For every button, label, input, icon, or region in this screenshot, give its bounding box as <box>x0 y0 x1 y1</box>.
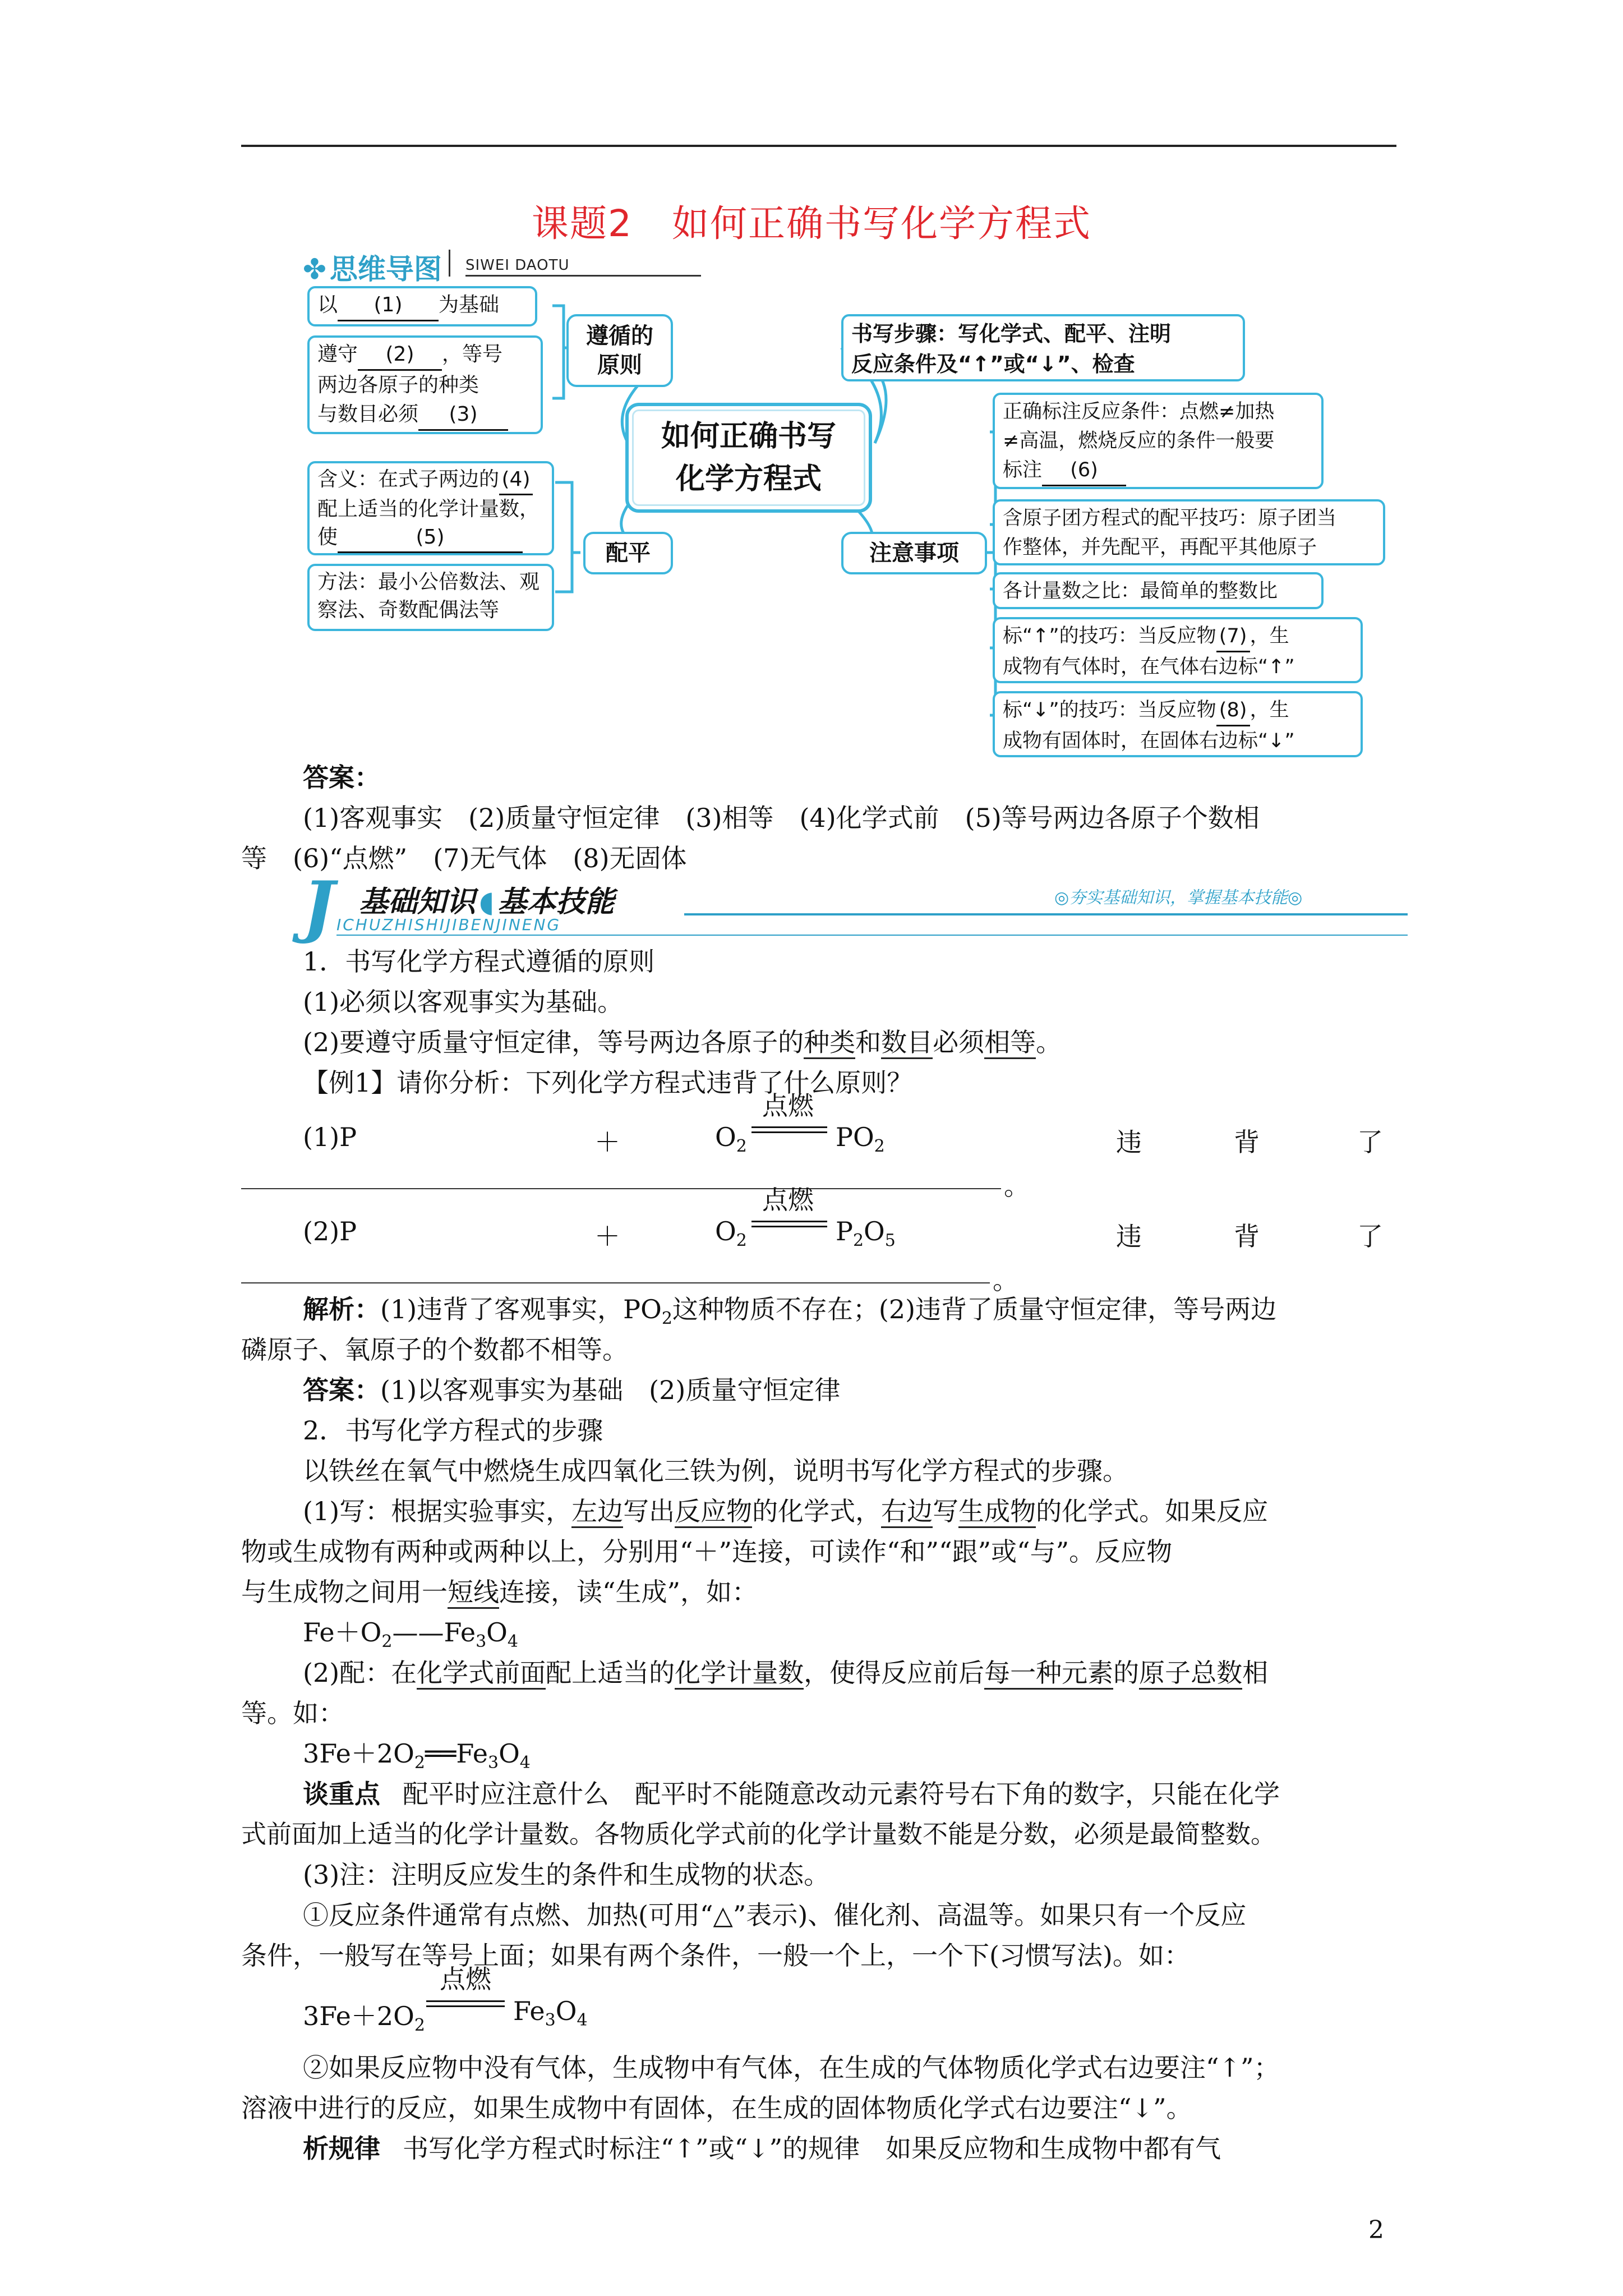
eq2-word-3: 了 <box>1357 1221 1383 1251</box>
eq2-end: 。 <box>993 1265 1018 1295</box>
step-write-3: 与生成物之间用一短线连接，读“生成”，如： <box>241 1572 1396 1612</box>
eq1-end: 。 <box>1004 1171 1030 1201</box>
note-box-3: 各计量数之比：最简单的整数比 <box>993 572 1324 609</box>
eq2-condition: 点燃 <box>762 1185 814 1215</box>
blank-2: (2) <box>358 340 442 371</box>
eq2-answer-line[interactable] <box>241 1282 990 1283</box>
banner-letter: J <box>303 867 335 946</box>
note-box-5: 标“↓”的技巧：当反应物 (8) ，生 成物有固体时，在固体右边标“↓” <box>993 691 1363 757</box>
condition-line-2: 条件，一般写在等号上面；如果有两个条件，一般一个上，一个下(习惯写法)。如： <box>241 1940 1190 1971</box>
step-balance-2: 等。如： <box>241 1698 344 1728</box>
banner-rule-thin <box>336 935 1408 936</box>
lesson-number: 课题2 <box>532 202 633 245</box>
blank-1: (1) <box>338 291 439 321</box>
condition-line-1: ①反应条件通常有点燃、加热(可用“△”表示)、催化剂、高温等。如果只有一个反应 <box>303 1900 1247 1930</box>
step-write-1: (1)写：根据实验事实，左边写出反应物的化学式，右边写生成物的化学式。如果反应 <box>303 1491 1396 1531</box>
node-notes: 注意事项 <box>841 532 987 574</box>
eq2-plus: ＋ <box>594 1221 620 1251</box>
section-2-intro: 以铁丝在氧气中燃烧生成四氧化三铁为例，说明书写化学方程式的步骤。 <box>303 1456 1128 1486</box>
eq2-oxygen: $O_2$ <box>715 1216 747 1251</box>
rule-line: 析规律 书写化学方程式时标注“↑”或“↓”的规律 如果反应物和生成物中都有气 <box>303 2133 1221 2164</box>
node-balance: 配平 <box>583 532 673 574</box>
step-balance-1: (2)配：在化学式前面配上适当的化学计量数，使得反应前后每一种元素的原子总数相 <box>303 1653 1396 1693</box>
blank-5: (5) <box>338 523 523 553</box>
banner-tagline: ◎夯实基础知识，掌握基本技能◎ <box>1054 888 1303 908</box>
step-write-2: 物或生成物有两种或两种以上，分别用“＋”连接，可读作“和”“跟”或“与”。反应物 <box>241 1536 1173 1567</box>
eq1-word-1: 违 <box>1116 1127 1142 1157</box>
mindmap-header: ✤ 思维导图 <box>303 253 442 286</box>
answers-label: 答案： <box>303 762 380 793</box>
section-2-heading: 2．书写化学方程式的步骤 <box>303 1415 603 1446</box>
eq5-equals <box>426 2000 505 2007</box>
mindmap-header-sub: SIWEI DAOTU <box>465 257 570 274</box>
example-1: 【例1】请你分析：下列化学方程式违背了什么原则？ <box>303 1068 913 1098</box>
node-principle: 遵循的 原则 <box>566 314 673 387</box>
state-line-2: 溶液中进行的反应，如果生成物中有固体，在生成的固体物质化学式右边要注“↓”。 <box>241 2093 1192 2123</box>
mindmap-connectors <box>0 0 1623 785</box>
eq2-equals <box>751 1221 827 1227</box>
eq1-label: (1)P <box>303 1122 357 1152</box>
focus-line-1: 谈重点 配平时应注意什么 配平时不能随意改动元素符号右下角的数字，只能在化学 <box>303 1779 1280 1809</box>
analysis-line-2: 磷原子、氧原子的个数都不相等。 <box>241 1335 628 1365</box>
eq1-answer-line[interactable] <box>241 1188 1001 1189</box>
equation-balanced: $3Fe+2O_2══Fe_3O_4$ <box>303 1738 531 1773</box>
eq5-product: $Fe_3O_4$ <box>513 1996 588 2031</box>
blank-7: (7) <box>1216 622 1250 652</box>
blank-3: (3) <box>418 400 508 431</box>
state-line-1: ②如果反应物中没有气体，生成物中有气体，在生成的气体物质化学式右边要注“↑”； <box>303 2053 1280 2083</box>
blank-4: (4) <box>499 466 533 495</box>
blank-8: (8) <box>1216 696 1250 726</box>
eq1-plus: ＋ <box>594 1127 620 1157</box>
analysis-line-1: 解析：(1)违背了客观事实，$PO_2$这种物质不存在；(2)违背了质量守恒定律，等号两边 <box>303 1294 1277 1329</box>
section-1-b: (2)要遵守质量守恒定律，等号两边各原子的种类和数目必须相等。 <box>303 1022 1458 1062</box>
eq2-word-2: 背 <box>1234 1221 1260 1251</box>
step-note: (3)注：注明反应发生的条件和生成物的状态。 <box>303 1860 830 1890</box>
eq1-oxygen: $O_2$ <box>715 1122 747 1157</box>
balance-box-2: 方法：最小公倍数法、观 察法、奇数配偶法等 <box>307 564 554 631</box>
example-answer: 答案：(1)以客观事实为基础 (2)质量守恒定律 <box>303 1375 841 1405</box>
note-box-1: 正确标注反应条件：点燃≠加热 ≠高温，燃烧反应的条件一般要 标注 (6) <box>993 393 1324 489</box>
eq2-product: $P_2O_5$ <box>836 1216 896 1251</box>
section-1-a: (1)必须以客观事实为基础。 <box>303 987 624 1017</box>
eq1-equals <box>751 1126 827 1133</box>
eq1-word-2: 背 <box>1234 1127 1260 1157</box>
banner-subtitle: ICHUZHISHIJIBENJINENG <box>336 915 561 934</box>
focus-line-2: 式前面加上适当的化学计量数。各物质化学式前的化学计量数不能是分数，必须是最简整数。 <box>241 1819 1276 1849</box>
section-1-heading: 1．书写化学方程式遵循的原则 <box>303 946 655 977</box>
eq2-label: (2)P <box>303 1216 357 1246</box>
eq1-word-3: 了 <box>1357 1127 1383 1157</box>
clover-icon: ✤ <box>303 253 326 286</box>
principle-box-1: 以 (1) 为基础 <box>307 286 537 326</box>
equation-skeleton: $Fe+O_2——Fe_3O_4$ <box>303 1617 518 1652</box>
principle-box-2: 遵守 (2) ，等号 两边各原子的种类 与数目必须 (3) <box>307 335 543 434</box>
lesson-title: 如何正确书写化学方程式 <box>672 202 1091 245</box>
eq5-reactants: $3Fe+2O_2$ <box>303 2001 425 2036</box>
blank-6: (6) <box>1042 455 1126 486</box>
steps-box: 书写步骤：写化学式、配平、注明 反应条件及“↑”或“↓”、检查 <box>841 314 1245 381</box>
banner-title: 基础知识 ◖ 基本技能 <box>359 885 615 919</box>
eq5-condition: 点燃 <box>440 1964 491 1994</box>
eq2-word-1: 违 <box>1116 1221 1142 1251</box>
banner-rule <box>684 913 1408 915</box>
eq1-condition: 点燃 <box>762 1091 814 1121</box>
mindmap-center: 如何正确书写 化学方程式 <box>625 403 872 513</box>
note-box-4: 标“↑”的技巧：当反应物 (7) ，生 成物有气体时，在气体右边标“↑” <box>993 617 1363 683</box>
balance-box-1: 含义：在式子两边的 (4) 配上适当的化学计量数， 使 (5) <box>307 461 554 555</box>
eq1-product: $PO_2$ <box>836 1122 885 1157</box>
answers-line-1: (1)客观事实 (2)质量守恒定律 (3)相等 (4)化学式前 (5)等号两边各原子个数相 <box>303 803 1260 833</box>
answers-line-2: 等 (6)“点燃” (7)无气体 (8)无固体 <box>241 843 687 873</box>
note-box-2: 含原子团方程式的配平技巧：原子团当 作整体，并先配平，再配平其他原子 <box>993 499 1385 565</box>
page-number: 2 <box>1368 2216 1384 2244</box>
